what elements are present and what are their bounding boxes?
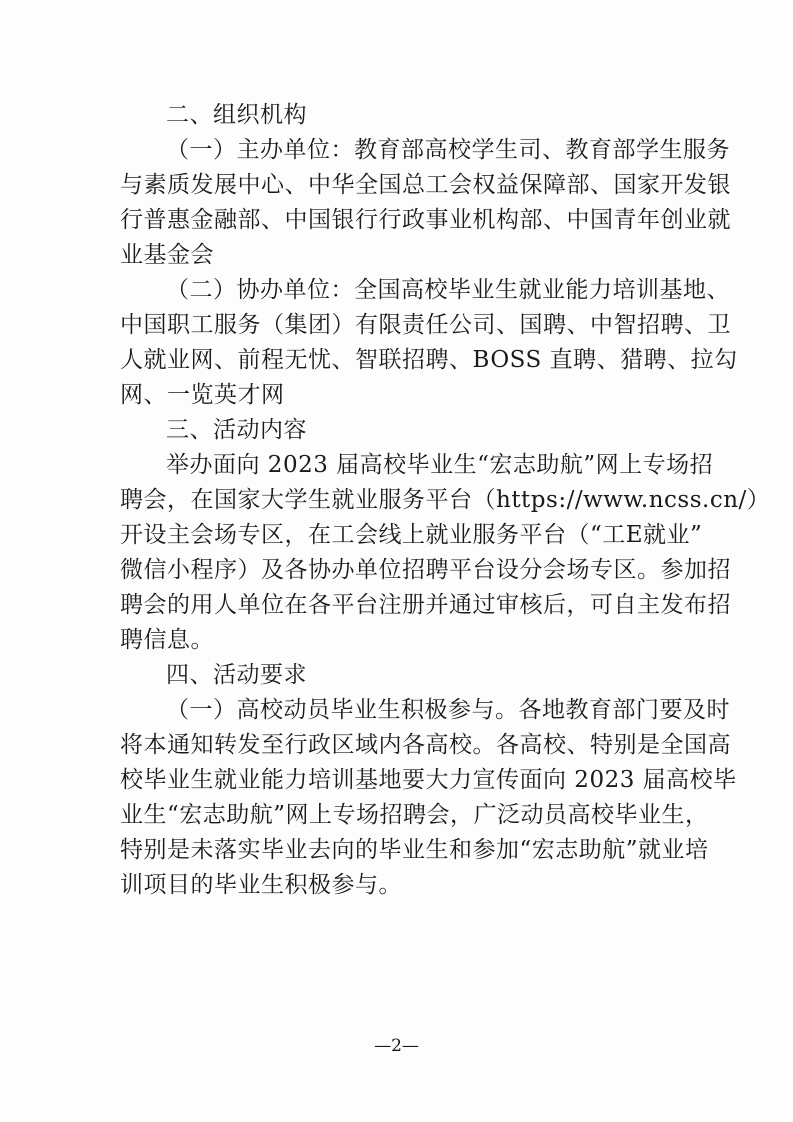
paragraph-line: 与素质发展中心、中华全国总工会权益保障部、国家开发银 xyxy=(120,172,731,198)
section-heading-content: 三、活动内容 xyxy=(166,417,307,443)
paragraph-line xyxy=(120,133,730,168)
paragraph-line: 微信小程序）及各协办单位招聘平台设分会场专区。参加招 xyxy=(120,557,731,583)
paragraph-line: 聘会，在国家大学生就业服务平台（https://www.ncss.cn/） xyxy=(120,487,771,513)
paragraph-line: 训项目的毕业生积极参与。 xyxy=(120,872,402,898)
section-heading-organization: 二、组织机构 xyxy=(166,102,307,128)
paragraph-line: 将本通知转发至行政区域内各高校。各高校、特别是全国高 xyxy=(120,732,731,758)
paragraph-line: 特别是未落实毕业去向的毕业生和参加“宏志助航”就业培 xyxy=(120,837,709,863)
paragraph-line: 行普惠金融部、中国银行行政事业机构部、中国青年创业就 xyxy=(120,207,731,233)
paragraph-line xyxy=(120,273,730,308)
page-number: —2— xyxy=(374,1036,419,1056)
paragraph-lead-cohost: （二）协办单位 xyxy=(166,277,331,303)
paragraph-line: 业生“宏志助航”网上专场招聘会，广泛动员高校毕业生， xyxy=(120,802,709,828)
paragraph-line: 人就业网、前程无忧、智联招聘、BOSS 直聘、猎聘、拉勾 xyxy=(120,347,738,373)
paragraph-line: 举办面向 2023 届高校毕业生“宏志助航”网上专场招 xyxy=(166,452,714,478)
paragraph-lead-mobilize: （一）高校动员毕业生积极参与。 xyxy=(166,697,519,723)
paragraph-lead-host: （一）主办单位 xyxy=(166,137,331,163)
paragraph-text: 各地教育部门要及时 xyxy=(518,697,730,723)
paragraph-line: 开设主会场专区，在工会线上就业服务平台（“工E就业” xyxy=(120,522,703,548)
paragraph-line xyxy=(120,693,730,728)
paragraph-text: ：教育部高校学生司、教育部学生服务 xyxy=(330,137,730,163)
paragraph-line: 业基金会 xyxy=(120,242,214,268)
section-heading-requirements: 四、活动要求 xyxy=(166,662,307,688)
paragraph-line: 网、一览英才网 xyxy=(120,382,285,408)
paragraph-line: 中国职工服务（集团）有限责任公司、国聘、中智招聘、卫 xyxy=(120,312,731,338)
paragraph-line: 校毕业生就业能力培训基地要大力宣传面向 2023 届高校毕 xyxy=(120,767,737,793)
paragraph-text: ：全国高校毕业生就业能力培训基地、 xyxy=(330,277,730,303)
paragraph-line: 聘信息。 xyxy=(120,627,214,653)
document-body xyxy=(120,98,771,903)
paragraph-line: 聘会的用人单位在各平台注册并通过审核后，可自主发布招 xyxy=(120,592,731,618)
